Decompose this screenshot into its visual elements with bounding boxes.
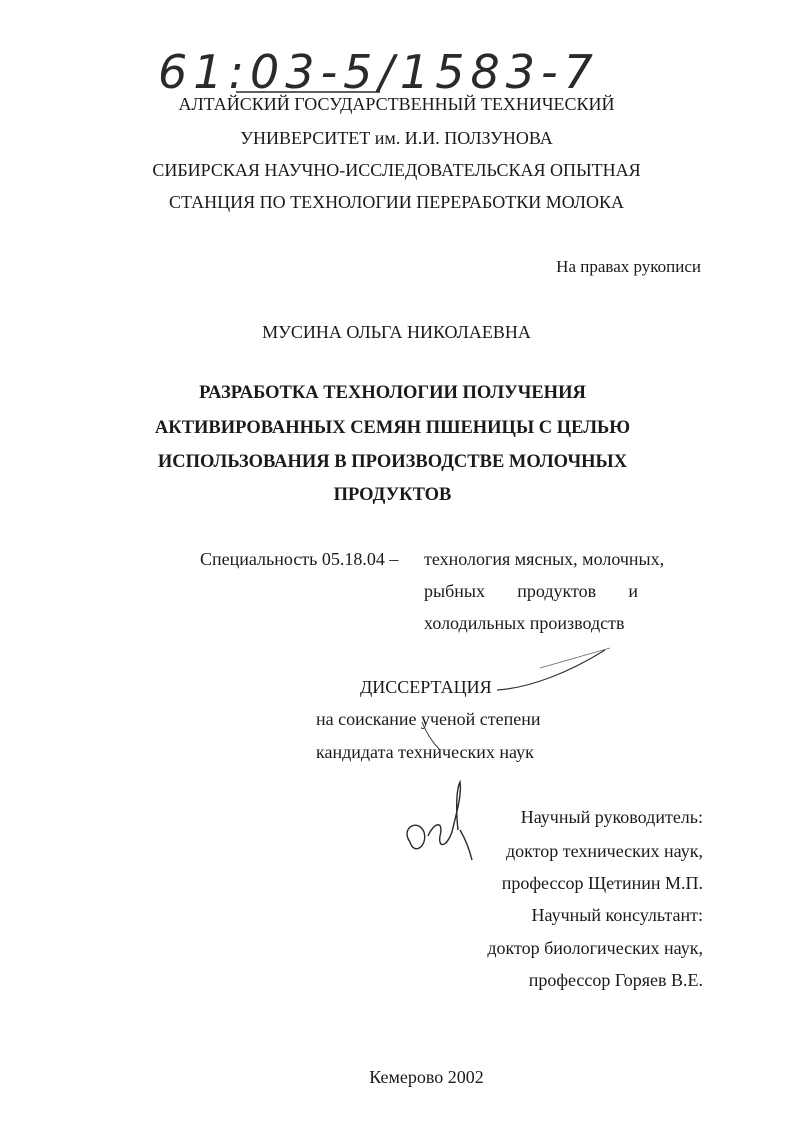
institution-line-3: СИБИРСКАЯ НАУЧНО-ИССЛЕДОВАТЕЛЬСКАЯ ОПЫТНАЯ: [152, 160, 641, 180]
title-line-3: ИСПОЛЬЗОВАНИЯ В ПРОИЗВОДСТВЕ МОЛОЧНЫХ: [157, 452, 628, 472]
supervisor-name: профессор Щетинин М.П.: [501, 873, 703, 893]
dissertation-line-1: на соискание ученой степени: [316, 709, 541, 729]
title-line-2: АКТИВИРОВАННЫХ СЕМЯН ПШЕНИЦЫ С ЦЕЛЬЮ: [154, 418, 631, 438]
specialty-word-2: продуктов: [517, 581, 597, 601]
specialty-label: Специальность 05.18.04 –: [200, 549, 399, 569]
dissertation-line-2: кандидата технических наук: [316, 742, 534, 762]
specialty-word-3: и: [628, 581, 638, 601]
manuscript-rights: На правах рукописи: [556, 257, 701, 276]
title-line-1: РАЗРАБОТКА ТЕХНОЛОГИИ ПОЛУЧЕНИЯ: [199, 383, 586, 403]
archive-code-text: 61:03-5/1583-7: [158, 45, 599, 99]
specialty-word-1: рыбных: [424, 581, 485, 601]
title-line-4: ПРОДУКТОВ: [333, 485, 452, 505]
institution-line-4: СТАНЦИЯ ПО ТЕХНОЛОГИИ ПЕРЕРАБОТКИ МОЛОКА: [168, 192, 625, 212]
consultant-name: профессор Горяев В.Е.: [528, 970, 703, 990]
author-name: МУСИНА ОЛЬГА НИКОЛАЕВНА: [262, 322, 531, 342]
specialty-line-3: холодильных производств: [424, 613, 625, 633]
institution-line-2: УНИВЕРСИТЕТ им. И.И. ПОЛЗУНОВА: [240, 128, 553, 148]
supervisor-label: Научный руководитель:: [520, 807, 703, 827]
consultant-degree: доктор биологических наук,: [487, 938, 703, 958]
specialty-line-1: технология мясных, молочных,: [424, 549, 665, 569]
institution-line-1: АЛТАЙСКИЙ ГОСУДАРСТВЕННЫЙ ТЕХНИЧЕСКИЙ: [178, 94, 615, 114]
consultant-label: Научный консультант:: [531, 905, 703, 925]
city-year: Кемерово 2002: [369, 1067, 484, 1087]
supervisor-degree: доктор технических наук,: [506, 841, 703, 861]
dissertation-type: ДИССЕРТАЦИЯ: [360, 677, 492, 697]
